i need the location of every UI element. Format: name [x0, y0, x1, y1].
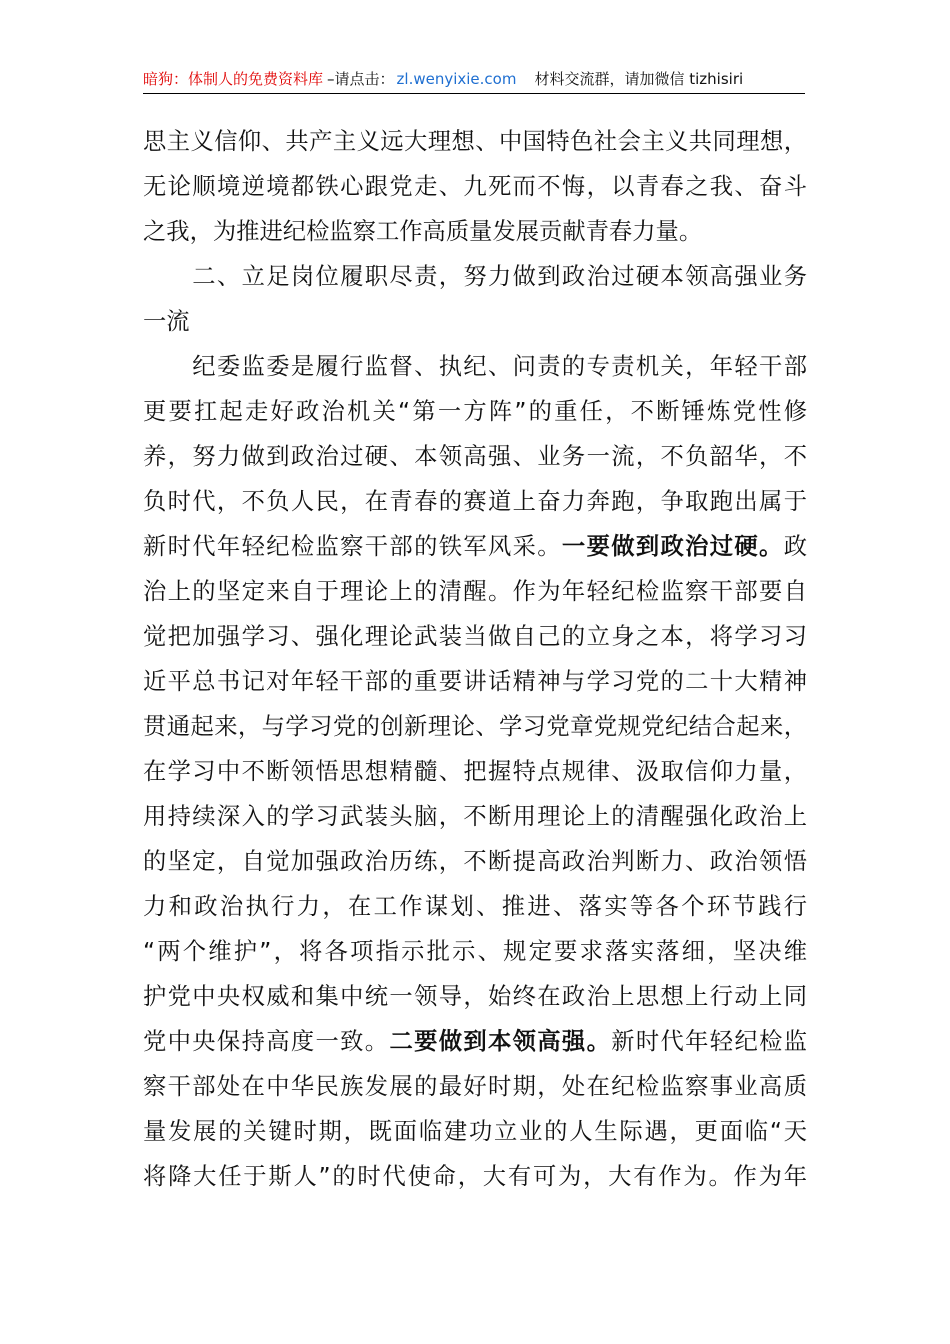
text-line: 觉把加强学习、强化理论武装当做自己的立身之本，将学习习 — [143, 623, 807, 650]
text-line: 纪委监委是履行监督、执纪、问责的专责机关，年轻干部 — [143, 353, 807, 380]
text-line: 贯通起来，与学习党的创新理论、学习党章党规党纪结合起来， — [143, 713, 807, 740]
text-line: 在学习中不断领悟思想精髓、把握特点规律、汲取信仰力量， — [143, 758, 807, 785]
text-line: 近平总书记对年轻干部的重要讲话精神与学习党的二十大精神 — [143, 668, 807, 695]
section-heading-line: 一流 — [143, 308, 190, 335]
text-line: 治上的坚定来自于理论上的清醒。作为年轻纪检监察干部要自 — [143, 578, 807, 605]
text-run: 政 — [783, 533, 808, 560]
document-body — [143, 119, 807, 1199]
header-note: 材料交流群，请加微信 tizhisiri — [534, 70, 744, 88]
page-header — [143, 68, 805, 94]
text-run: 新时代年轻纪检监察干部的铁军风采。 — [143, 533, 562, 560]
text-line: 养，努力做到政治过硬、本领高强、业务一流，不负韶华，不 — [143, 443, 807, 470]
text-run: 党中央保持高度一致。 — [143, 1028, 390, 1055]
text-line: 量发展的关键时期，既面临建功立业的人生际遇，更面临“天 — [143, 1118, 807, 1145]
text-line: 察干部处在中华民族发展的最好时期，处在纪检监察事业高质 — [143, 1073, 807, 1100]
text-line: 用持续深入的学习武装头脑，不断用理论上的清醒强化政治上 — [143, 803, 807, 830]
text-line: 力和政治执行力，在工作谋划、推进、落实等各个环节践行 — [143, 893, 807, 920]
text-line — [143, 524, 807, 569]
text-line: 的坚定，自觉加强政治历练，不断提高政治判断力、政治领悟 — [143, 848, 807, 875]
text-run: 新时代年轻纪检监 — [611, 1028, 808, 1055]
header-link[interactable]: zl.wenyixie.com — [396, 70, 517, 88]
text-line — [143, 1019, 807, 1064]
text-line: 之我，为推进纪检监察工作高质量发展贡献青春力量。 — [143, 218, 703, 245]
text-line: 负时代，不负人民，在青春的赛道上奋力奔跑，争取跑出属于 — [143, 488, 807, 515]
text-line: 护党中央权威和集中统一领导，始终在政治上思想上行动上同 — [143, 983, 807, 1010]
text-line: 无论顺境逆境都铁心跟党走、九死而不悔，以青春之我、奋斗 — [143, 173, 807, 200]
text-line: 更要扛起走好政治机关“第一方阵”的重任，不断锤炼党性修 — [143, 398, 807, 425]
bold-lead-1: 一要做到政治过硬。 — [561, 533, 784, 560]
bold-lead-2: 二要做到本领高强。 — [389, 1028, 612, 1055]
text-line: 将降大任于斯人”的时代使命，大有可为，大有作为。作为年 — [143, 1163, 807, 1190]
section-heading-line: 二、立足岗位履职尽责，努力做到政治过硬本领高强业务 — [143, 263, 807, 290]
header-brand: 暗狗：体制人的免费资料库 — [143, 70, 324, 88]
text-line: “两个维护”，将各项指示批示、规定要求落实落细，坚决维 — [143, 938, 807, 965]
text-line: 思主义信仰、共产主义远大理想、中国特色社会主义共同理想， — [143, 128, 807, 155]
header-divider — [143, 93, 805, 94]
header-separator: –请点击： — [327, 70, 395, 88]
